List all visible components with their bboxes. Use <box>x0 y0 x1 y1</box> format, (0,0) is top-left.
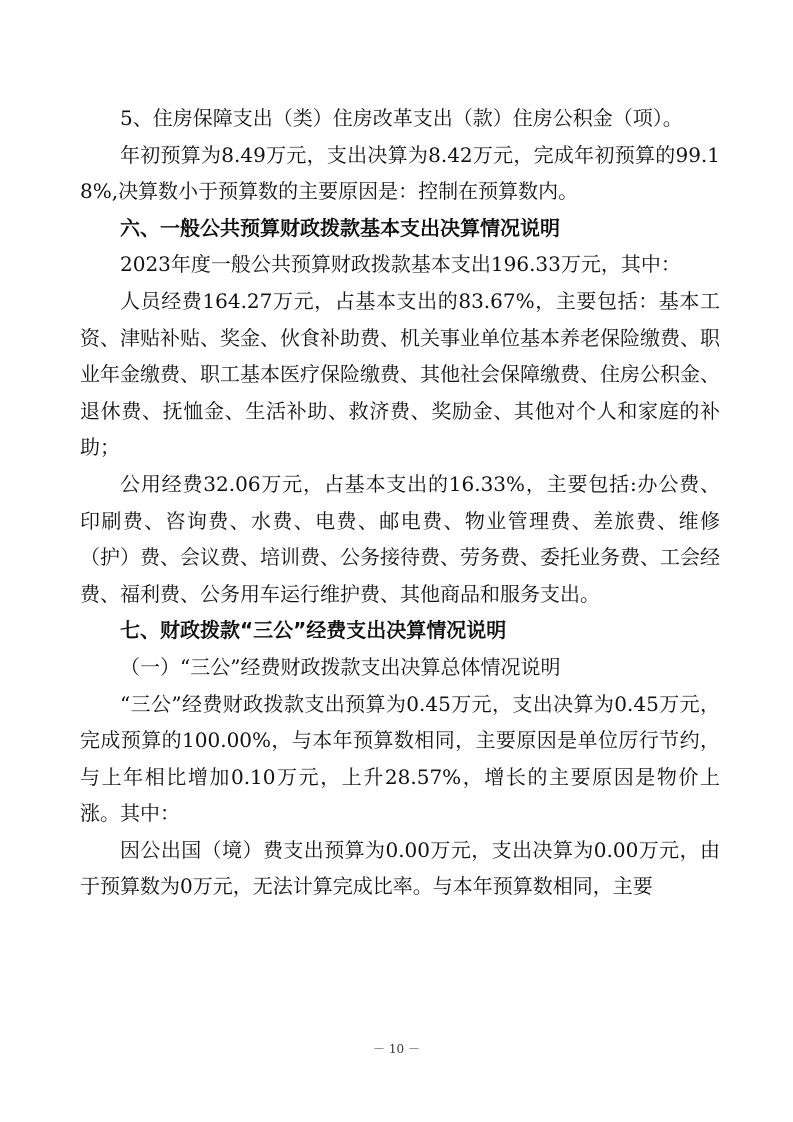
section-seven-heading: 七、财政拨款“三公”经费支出决算情况说明 <box>120 618 507 643</box>
personnel-expense-paragraph: 人员经费164.27万元，占基本支出的83.67%，主要包括：基本工资、津贴补贴、奖金、伙食补助费、机关事业单位基本养老保险缴费、职业年金缴费、职工基本医疗保险缴费、其他社会保障缴费、住房公积金、退休费、抚恤金、生活补助、救济费、奖励金、其他对个人和家庭的补助； <box>80 288 720 460</box>
document-body <box>80 100 720 905</box>
basic-expenditure-total-paragraph: 2023年度一般公共预算财政拨款基本支出196.33万元，其中： <box>120 252 681 277</box>
item-housing-fund-heading: 5、住房保障支出（类）住房改革支出（款）住房公积金（项）。 <box>120 106 683 130</box>
three-public-summary-paragraph: “三公”经费财政拨款支出预算为0.45万元，支出决算为0.45万元，完成预算的100.00%，与本年预算数相同，主要原因是单位厉行节约，与上年相比增加0.10万元，上升28.57%，增长的主要原因是物价上涨。其中： <box>80 691 720 826</box>
housing-fund-budget-paragraph: 年初预算为8.49万元，支出决算为8.42万元，完成年初预算的99.18%,决算数小于预算数的主要原因是：控制在预算数内。 <box>80 142 720 204</box>
overseas-travel-paragraph: 因公出国（境）费支出预算为0.00万元，支出决算为0.00万元，由于预算数为0万元，无法计算完成比率。与本年预算数相同，主要 <box>80 837 720 899</box>
subsection-one-heading: （一）“三公”经费财政拨款支出决算总体情况说明 <box>120 654 561 679</box>
section-six-heading: 六、一般公共预算财政拨款基本支出决算情况说明 <box>120 215 560 240</box>
public-expense-paragraph: 公用经费32.06万元，占基本支出的16.33%，主要包括:办公费、印刷费、咨询费、水费、电费、邮电费、物业管理费、差旅费、维修（护）费、会议费、培训费、公务接待费、劳务费、委托业务费、工会经费、福利费、公务用车运行维护费、其他商品和服务支出。 <box>80 471 720 606</box>
page-number: － 10 － <box>373 1042 420 1056</box>
